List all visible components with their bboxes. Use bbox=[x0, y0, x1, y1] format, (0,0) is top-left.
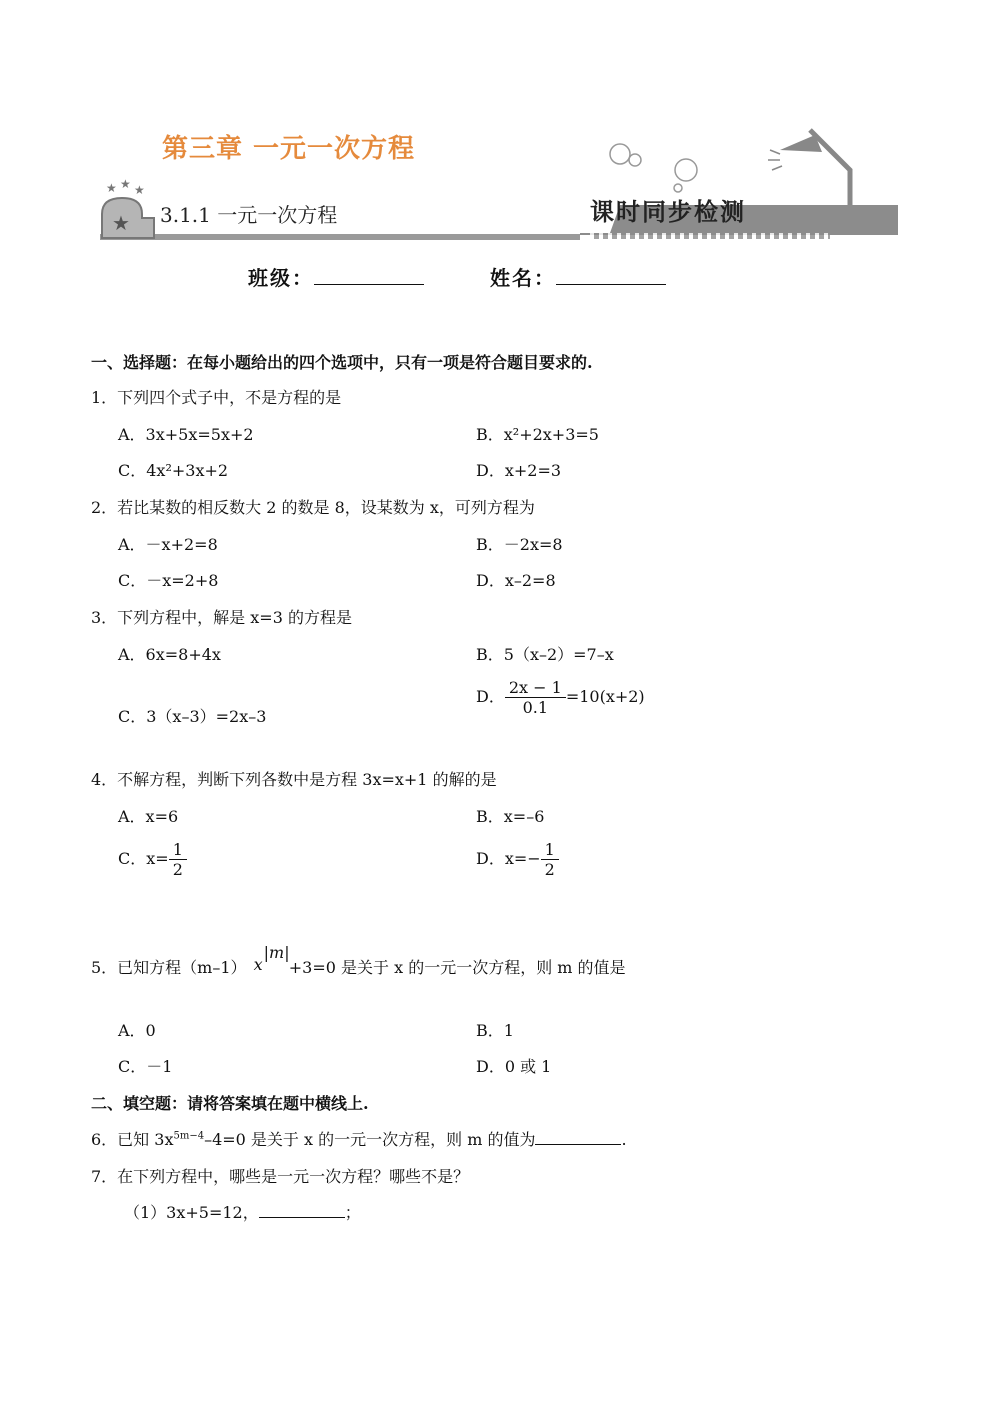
q7-item-1 bbox=[124, 1200, 361, 1223]
q3-d-numerator: 2x − 1 bbox=[505, 678, 566, 698]
q1-option-c[interactable]: C．4x²+3x+2 bbox=[118, 461, 229, 480]
q5-option-b[interactable]: B．1 bbox=[476, 1021, 514, 1040]
class-field bbox=[248, 262, 424, 291]
svg-text:★: ★ bbox=[106, 181, 117, 195]
q4-d-denominator: 2 bbox=[544, 860, 555, 879]
svg-text:★: ★ bbox=[112, 211, 130, 235]
q7-1-text: （1）3x+5=12， bbox=[124, 1203, 259, 1222]
q4-c-fraction bbox=[169, 840, 187, 879]
q3-option-d[interactable] bbox=[476, 678, 645, 717]
q5-option-d[interactable]: D．0 或 1 bbox=[476, 1057, 552, 1076]
q4-c-numerator: 1 bbox=[169, 840, 187, 860]
q3-d-fraction bbox=[505, 678, 566, 717]
name-blank[interactable] bbox=[556, 264, 666, 285]
q7-1-end: ； bbox=[344, 1203, 361, 1222]
q6-answer-blank[interactable] bbox=[535, 1128, 621, 1145]
q6-exponent: 5m−4 bbox=[173, 1130, 205, 1142]
q1-option-a[interactable]: A．3x+5x=5x+2 bbox=[118, 425, 254, 444]
svg-text:★: ★ bbox=[134, 183, 145, 197]
class-label: 班级： bbox=[248, 266, 314, 290]
q6-before: 6．已知 3x bbox=[91, 1130, 174, 1149]
q3-option-c[interactable]: C．3（x–3）=2x–3 bbox=[118, 707, 267, 726]
q3-stem: 3．下列方程中，解是 x=3 的方程是 bbox=[91, 608, 352, 627]
banner-title: 课时同步检测 bbox=[590, 197, 746, 226]
svg-text:★: ★ bbox=[120, 178, 131, 191]
q3-option-b[interactable]: B．5（x–2）=7–x bbox=[476, 645, 614, 664]
class-blank[interactable] bbox=[314, 264, 424, 285]
q7-1-answer-blank[interactable] bbox=[259, 1201, 345, 1218]
chapter-title: 第三章 一元一次方程 bbox=[162, 134, 416, 164]
q4-d-numerator: 1 bbox=[541, 840, 559, 860]
part2-heading: 二、填空题：请将答案填在题中横线上. bbox=[91, 1094, 369, 1113]
q6-end: . bbox=[621, 1130, 627, 1149]
banner-stripe bbox=[590, 233, 830, 239]
star-badge-icon bbox=[98, 178, 158, 242]
section-title: 3.1.1 一元一次方程 bbox=[160, 203, 338, 227]
header-rule bbox=[100, 234, 580, 240]
q4-option-b[interactable]: B．x=–6 bbox=[476, 807, 545, 826]
part1-heading: 一、选择题：在每小题给出的四个选项中，只有一项是符合题目要求的. bbox=[91, 353, 593, 372]
q2-stem: 2．若比某数的相反数大 2 的数是 8，设某数为 x，可列方程为 bbox=[91, 498, 535, 517]
q5-stem-before: 5．已知方程（m–1） bbox=[91, 958, 247, 977]
q4-d-fraction bbox=[541, 840, 559, 879]
q4-stem: 4．不解方程，判断下列各数中是方程 3x=x+1 的解的是 bbox=[91, 770, 497, 789]
q5-option-c[interactable]: C．－1 bbox=[118, 1057, 173, 1076]
name-label: 姓名： bbox=[490, 266, 556, 290]
q4-option-a[interactable]: A．x=6 bbox=[118, 807, 179, 826]
q5-exponent: |m| bbox=[263, 943, 290, 962]
q6-stem bbox=[91, 1127, 627, 1150]
q1-stem: 1．下列四个式子中，不是方程的是 bbox=[91, 388, 342, 407]
q4-c-denominator: 2 bbox=[172, 860, 183, 879]
q3-d-prefix: D． bbox=[476, 687, 505, 706]
name-field bbox=[490, 262, 666, 291]
q3-option-a[interactable]: A．6x=8+4x bbox=[118, 645, 221, 664]
q7-stem: 7．在下列方程中，哪些是一元一次方程？哪些不是？ bbox=[91, 1167, 470, 1186]
q5-stem-after: +3=0 是关于 x 的一元一次方程，则 m 的值是 bbox=[288, 958, 626, 977]
q5-base: x bbox=[253, 955, 263, 974]
q5-option-a[interactable]: A．0 bbox=[118, 1021, 156, 1040]
q4-d-prefix: D．x=− bbox=[476, 849, 541, 868]
q3-d-denominator: 0.1 bbox=[522, 698, 549, 717]
q6-after: –4=0 是关于 x 的一元一次方程，则 m 的值为 bbox=[204, 1130, 536, 1149]
q1-option-b[interactable]: B．x²+2x+3=5 bbox=[476, 425, 599, 444]
q4-option-c[interactable] bbox=[118, 840, 187, 879]
q4-option-d[interactable] bbox=[476, 840, 559, 879]
q2-option-d[interactable]: D．x–2=8 bbox=[476, 571, 556, 590]
q4-c-prefix: C．x= bbox=[118, 849, 169, 868]
q2-option-c[interactable]: C．－x=2+8 bbox=[118, 571, 219, 590]
q5-stem bbox=[91, 943, 626, 978]
q3-d-suffix: =10(x+2) bbox=[565, 687, 645, 706]
q1-option-d[interactable]: D．x+2=3 bbox=[476, 461, 562, 480]
q2-option-b[interactable]: B．－2x=8 bbox=[476, 535, 563, 554]
q2-option-a[interactable]: A．－x+2=8 bbox=[118, 535, 218, 554]
